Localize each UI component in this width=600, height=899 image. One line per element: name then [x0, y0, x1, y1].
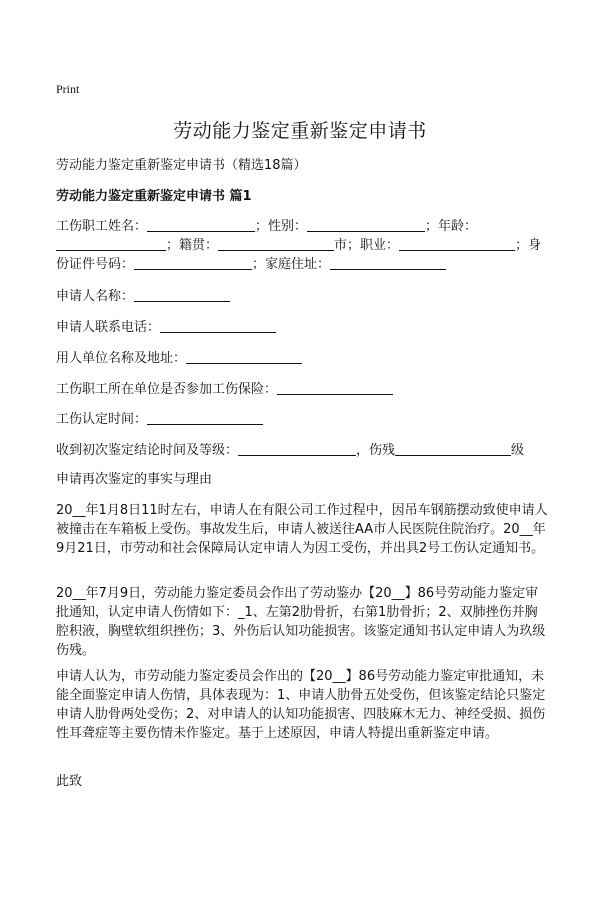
insurance-field-blank [277, 380, 393, 395]
applicant-phone-field-blank [160, 318, 276, 333]
native-place-field-blank [218, 236, 334, 251]
applicant-phone-label: 申请人联系电话： [56, 320, 161, 335]
paragraph-1: 20__年1月8日11时左右，申请人在有限公司工作过程中，因吊车钢筋摆动致使申请人被撞击在车箱板上受伤。事故发生后，申请人被送往AA市人民医院住院治疗。20__年9月21日，市劳动和社会保障局认定申请人为因工受伤，并出具2号工伤认定通知书。 [56, 503, 548, 556]
form-line-id [56, 255, 446, 274]
paragraph-2: 20__年7月9日，劳动能力鉴定委员会作出了劳动鉴办【20__】86号劳动能力鉴定审批通知，认定申请人伤情如下：_1、左第2肋骨折，右第1肋骨折；2、双肺挫伤并胸腔积液，胸壁软组织挫伤；3、外伤后认知功能损害。该鉴定通知书认定申请人为玖级伤残。 [56, 586, 546, 658]
closing-text: 此致 [56, 774, 83, 789]
document-title: 劳动能力鉴定重新鉴定申请书 [173, 120, 427, 142]
paragraph-3: 申请人认为，市劳动能力鉴定委员会作出的【20__】86号劳动能力鉴定审批通知，未能全面鉴定申请人伤情，具体表现为：1、申请人肋骨五处受伤，但该鉴定结论只鉴定申请人肋骨两处受伤；2、对申请人的认知功能损害、四肢麻木无力、神经受损、损伤性耳聋症等主要伤情未作鉴定。基于上述原因，申请人特提出重新鉴定申请。 [56, 669, 546, 741]
facts-heading: 申请再次鉴定的事实与理由 [56, 472, 213, 487]
age-label: ；年龄： [425, 219, 478, 234]
applicant-name-label: 申请人名称： [56, 289, 135, 304]
name-label: 工伤职工姓名： [56, 219, 148, 234]
form-line-name [56, 217, 477, 236]
id-prefix: ；身 [515, 238, 542, 253]
form-line-initial-result [56, 441, 524, 460]
recognition-time-label: 工伤认定时间： [56, 412, 148, 427]
recognition-time-field-blank [147, 410, 263, 425]
native-place-label: 籍贯： [179, 238, 219, 253]
form-line-recognition-time [56, 410, 263, 429]
separator: ； [166, 238, 180, 253]
section-heading: 劳动能力鉴定重新鉴定申请书 篇1 [56, 189, 252, 204]
gender-field-blank [307, 217, 425, 232]
city-suffix: 市； [334, 238, 361, 253]
form-line-insurance [56, 380, 393, 399]
employer-label: 用人单位名称及地址： [56, 351, 187, 366]
employer-field-blank [186, 349, 302, 364]
form-line-applicant-phone [56, 318, 276, 337]
initial-result-label: 收到初次鉴定结论时间及等级： [56, 443, 239, 458]
name-field-blank [147, 217, 255, 232]
insurance-label: 工伤职工所在单位是否参加工伤保险： [56, 382, 278, 397]
form-line-native [56, 236, 541, 255]
job-field-blank [399, 236, 515, 251]
applicant-name-field-blank [134, 287, 230, 302]
id-number-field-blank [134, 255, 252, 270]
form-line-employer [56, 349, 302, 368]
grade-label: 级 [511, 443, 525, 458]
address-field-blank [330, 255, 446, 270]
id-number-label: 份证件号码： [56, 257, 135, 272]
disability-label: ，伤残 [356, 443, 396, 458]
job-label: 职业： [360, 238, 400, 253]
form-line-applicant-name [56, 287, 230, 306]
disability-grade-field-blank [395, 441, 511, 456]
document-subtitle: 劳动能力鉴定重新鉴定申请书（精选18篇） [56, 158, 307, 173]
print-label[interactable]: Print [56, 82, 80, 96]
initial-result-field-blank [238, 441, 356, 456]
address-label: ；家庭住址： [252, 257, 331, 272]
age-field-blank [56, 236, 166, 251]
gender-label: ；性别： [255, 219, 308, 234]
